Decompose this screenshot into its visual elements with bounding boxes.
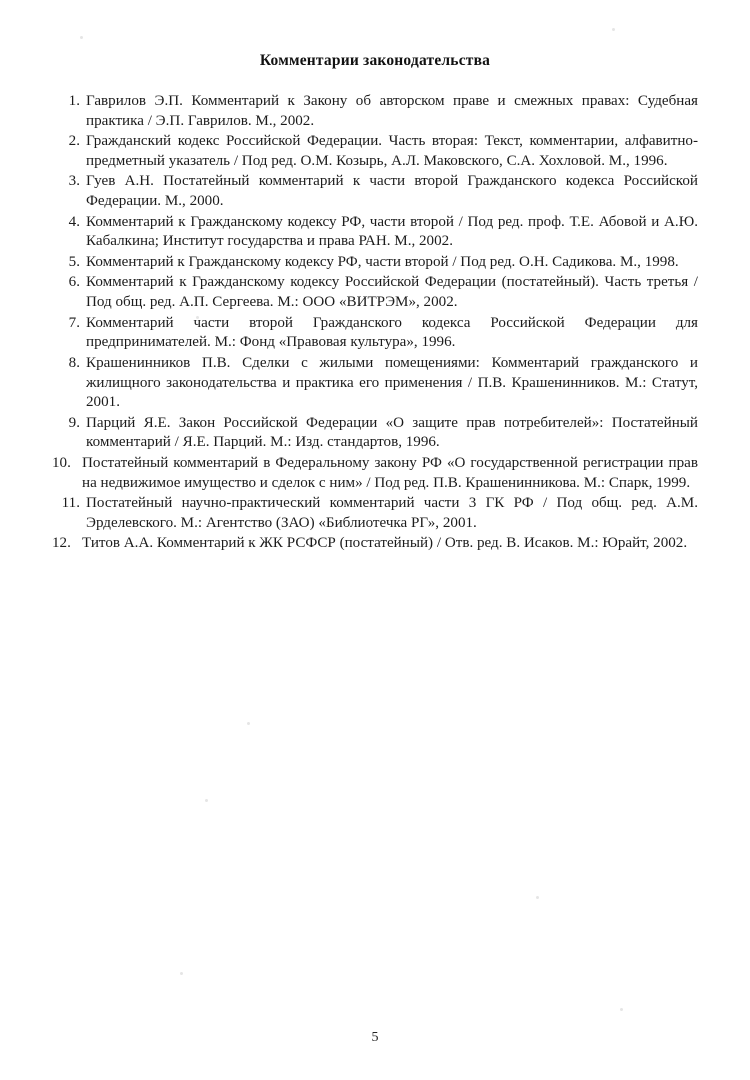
- page-title: Комментарии законодательства: [259, 52, 491, 69]
- list-item: Постатейный комментарий в Федеральному закону РФ «О государственной регистрации прав на недвижимое имущество и сделок с ним» / Под ред. П.В. Крашенинникова. М.: Спарк, 1999.: [82, 454, 698, 491]
- list-item: Титов А.А. Комментарий к ЖК РСФСР (постатейный) / Отв. ред. В. Исаков. М.: Юрайт, 2002.: [82, 535, 688, 552]
- list-item: Гаврилов Э.П. Комментарий к Закону об авторском праве и смежных правах: Судебная практика / Э.П. Гаврилов. М., 2002.: [86, 93, 698, 129]
- scan-speck: [612, 28, 615, 31]
- list-item: Гражданский кодекс Российской Федерации. Часть вторая: Текст, комментарии, алфавитно-предметный указатель / Под ред. О.М. Козырь, А.Л. Маковского, С.А. Хохловой. М., 1996.: [86, 133, 698, 169]
- list-item: Комментарий части второй Гражданского кодекса Российской Федерации для предпринимателей. М.: Фонд «Правовая культура», 1996.: [86, 314, 698, 351]
- reference-list: [52, 92, 698, 554]
- list-item: Крашенинников П.В. Сделки с жилыми помещениями: Комментарий гражданского и жилищного законодательства и практика его применения / П.В. Крашенинников. М.: Статут, 2001.: [86, 354, 698, 411]
- list-item: Комментарий к Гражданскому кодексу РФ, части второй / Под ред. О.Н. Садикова. М., 1998.: [86, 253, 679, 270]
- list-item: Парций Я.Е. Закон Российской Федерации «О защите прав потребителей»: Постатейный комментарий / Я.Е. Парций. М.: Изд. стандартов, 1996.: [86, 414, 698, 451]
- scan-speck: [536, 896, 539, 899]
- list-item: Комментарий к Гражданскому кодексу Российской Федерации (постатейный). Часть третья / Под общ. ред. А.П. Сергеева. М.: ООО «ВИТРЭМ», 2002.: [86, 274, 698, 311]
- scan-speck: [180, 972, 183, 975]
- scan-speck: [205, 799, 208, 802]
- scan-speck: [247, 722, 250, 725]
- scan-speck: [80, 36, 83, 39]
- scan-speck: [620, 1008, 623, 1011]
- page-number: 5: [371, 1030, 379, 1045]
- list-item: Гуев А.Н. Постатейный комментарий к части второй Гражданского кодекса Российской Федерации. М., 2000.: [86, 173, 698, 210]
- list-item: Комментарий к Гражданскому кодексу РФ, части второй / Под ред. проф. Т.Е. Абовой и А.Ю. Кабалкина; Институт государства и права РАН. М., 2002.: [86, 213, 698, 250]
- list-item: Постатейный научно-практический комментарий части 3 ГК РФ / Под общ. ред. А.М. Эрделевского. М.: Агентство (ЗАО) «Библиотечка РГ», 2001.: [86, 495, 698, 531]
